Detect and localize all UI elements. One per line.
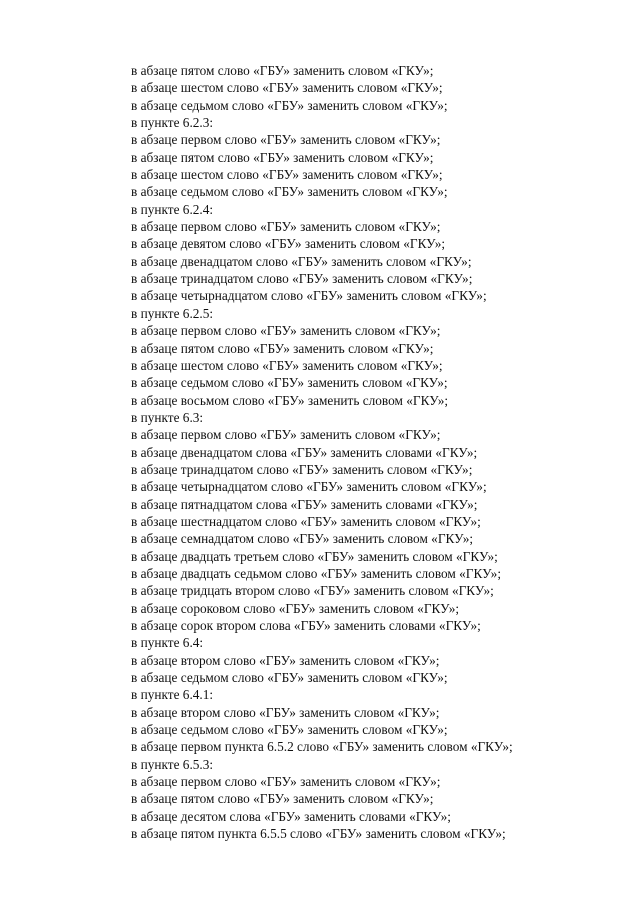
amendment-list <box>131 62 513 842</box>
amendment-line: в абзаце первом слово «ГБУ» заменить словом «ГКУ»; <box>131 323 441 339</box>
amendment-line: в абзаце первом слово «ГБУ» заменить словом «ГКУ»; <box>131 774 441 790</box>
amendment-line: в абзаце сорок втором слова «ГБУ» заменить словами «ГКУ»; <box>131 618 481 633</box>
amendment-line: в абзаце тридцать втором слово «ГБУ» заменить словом «ГКУ»; <box>131 583 494 599</box>
amendment-line: в абзаце втором слово «ГБУ» заменить словом «ГКУ»; <box>131 652 440 668</box>
amendment-line: в абзаце первом слово «ГБУ» заменить словом «ГКУ»; <box>131 219 441 235</box>
section-heading: в пункте 6.3: <box>131 409 204 425</box>
amendment-line: в абзаце двенадцатом слово «ГБУ» заменить словом «ГКУ»; <box>131 253 472 269</box>
amendment-line: в абзаце втором слово «ГБУ» заменить словом «ГКУ»; <box>131 704 440 720</box>
amendment-line: в абзаце пятом слово «ГБУ» заменить словом «ГКУ»; <box>131 149 434 165</box>
amendment-line: в абзаце десятом слова «ГБУ» заменить словами «ГКУ»; <box>131 808 451 824</box>
amendment-line: в абзаце пятом слово «ГБУ» заменить словом «ГКУ»; <box>131 340 434 356</box>
amendment-line: в абзаце сороковом слово «ГБУ» заменить словом «ГКУ»; <box>131 600 460 616</box>
amendment-line: в абзаце двенадцатом слова «ГБУ» заменить словами «ГКУ»; <box>131 444 478 460</box>
amendment-line: в абзаце шестнадцатом слово «ГБУ» заменить словом «ГКУ»; <box>131 513 481 529</box>
amendment-line: в абзаце седьмом слово «ГБУ» заменить словом «ГКУ»; <box>131 184 448 200</box>
section-heading: в пункте 6.2.3: <box>131 115 214 131</box>
section-heading: в пункте 6.2.5: <box>131 305 214 321</box>
section-heading: в пункте 6.2.4: <box>131 201 214 217</box>
amendment-line: в абзаце первом слово «ГБУ» заменить словом «ГКУ»; <box>131 132 441 148</box>
amendment-line: в абзаце седьмом слово «ГБУ» заменить словом «ГКУ»; <box>131 722 448 738</box>
amendment-line: в абзаце шестом слово «ГБУ» заменить словом «ГКУ»; <box>131 357 443 373</box>
amendment-line: в абзаце пятом слово «ГБУ» заменить словом «ГКУ»; <box>131 63 434 78</box>
amendment-line: в абзаце седьмом слово «ГБУ» заменить словом «ГКУ»; <box>131 670 448 686</box>
amendment-line: в абзаце четырнадцатом слово «ГБУ» заменить словом «ГКУ»; <box>131 288 487 304</box>
section-heading: в пункте 6.4.1: <box>131 687 214 703</box>
amendment-line: в абзаце тринадцатом слово «ГБУ» заменить словом «ГКУ»; <box>131 461 473 477</box>
amendment-line: в абзаце первом пункта 6.5.2 слово «ГБУ» заменить словом «ГКУ»; <box>131 739 513 755</box>
amendment-line: в абзаце пятнадцатом слова «ГБУ» заменить словами «ГКУ»; <box>131 496 478 512</box>
section-heading: в пункте 6.4: <box>131 635 204 651</box>
amendment-line: в абзаце пятом слово «ГБУ» заменить словом «ГКУ»; <box>131 791 434 807</box>
amendment-line: в абзаце девятом слово «ГБУ» заменить словом «ГКУ»; <box>131 236 446 252</box>
amendment-line: в абзаце пятом пункта 6.5.5 слово «ГБУ» заменить словом «ГКУ»; <box>131 826 506 842</box>
amendment-line: в абзаце седьмом слово «ГБУ» заменить словом «ГКУ»; <box>131 97 448 113</box>
amendment-line: в абзаце шестом слово «ГБУ» заменить словом «ГКУ»; <box>131 167 443 183</box>
amendment-line: в абзаце двадцать седьмом слово «ГБУ» заменить словом «ГКУ»; <box>131 565 502 581</box>
amendment-line: в абзаце первом слово «ГБУ» заменить словом «ГКУ»; <box>131 427 441 443</box>
amendment-line: в абзаце семнадцатом слово «ГБУ» заменить словом «ГКУ»; <box>131 531 474 547</box>
section-heading: в пункте 6.5.3: <box>131 756 214 772</box>
amendment-line: в абзаце шестом слово «ГБУ» заменить словом «ГКУ»; <box>131 80 443 96</box>
amendment-line: в абзаце тринадцатом слово «ГБУ» заменить словом «ГКУ»; <box>131 271 473 287</box>
amendment-line: в абзаце седьмом слово «ГБУ» заменить словом «ГКУ»; <box>131 375 448 391</box>
amendment-line: в абзаце четырнадцатом слово «ГБУ» заменить словом «ГКУ»; <box>131 479 487 495</box>
amendment-line: в абзаце двадцать третьем слово «ГБУ» заменить словом «ГКУ»; <box>131 548 498 564</box>
amendment-line: в абзаце восьмом слово «ГБУ» заменить словом «ГКУ»; <box>131 392 449 408</box>
